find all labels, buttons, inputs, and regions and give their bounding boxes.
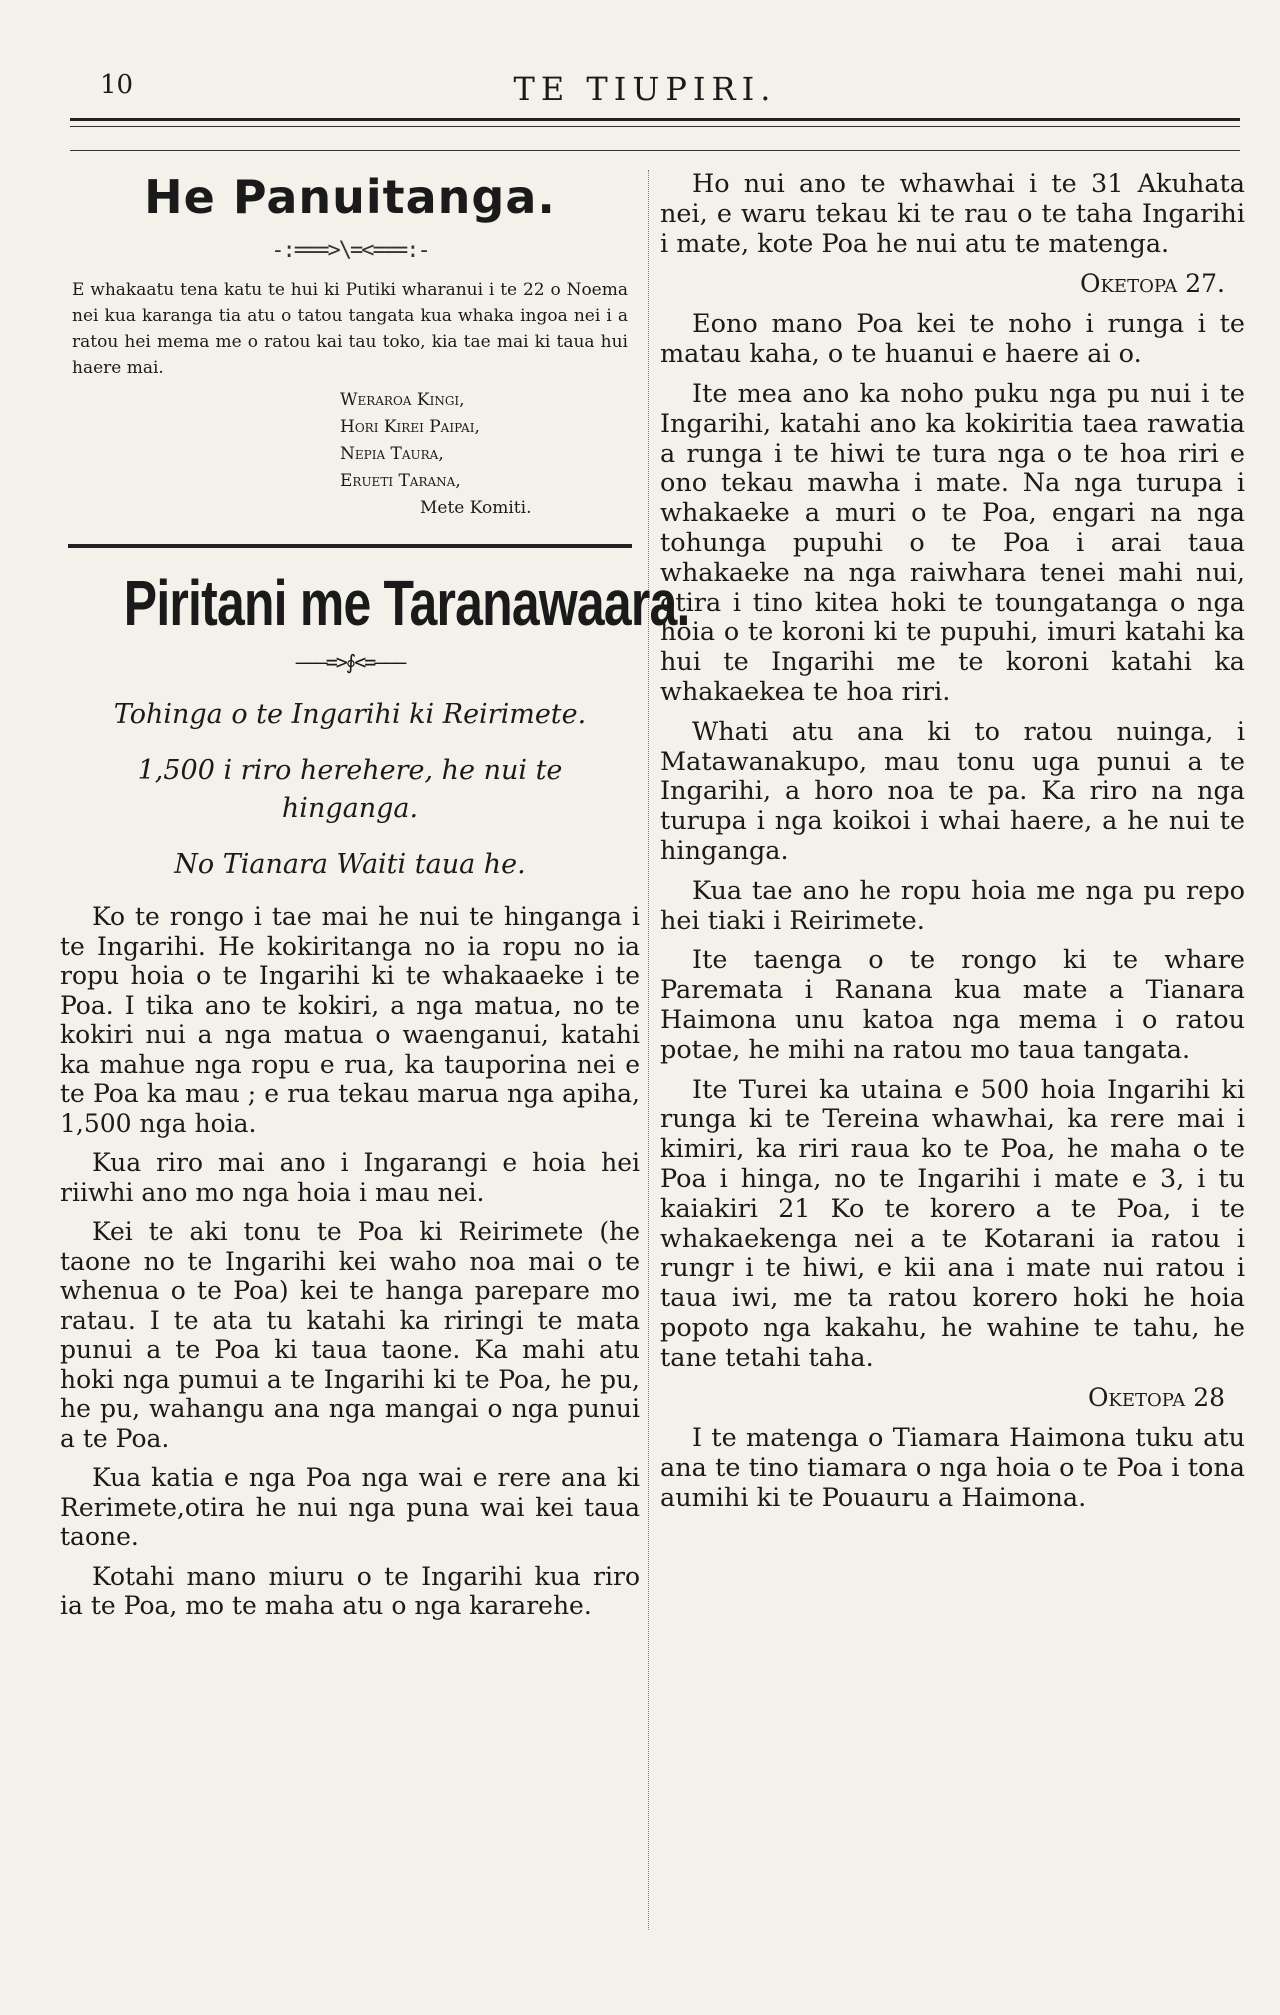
notice-body: E whakaatu tena katu te hui ki Putiki wharanui i te 22 o Noema nei kua karanga tia atu o tatou tangata kua whaka ingoa nei i a ratou hei mema me o ratou kai tau toko, kia tae mai ki taua hui haere mai. — [72, 280, 628, 378]
notice-ornament: -:===>\=<===:- — [271, 238, 429, 263]
article-paragraph: Ite mea ano ka noho puku nga pu nui i te Ingarihi, katahi ano ka kokiritia taea rawatia a runga i te hiwi te tura nga o te hoa riri e ono tekau mawha i mate. Na nga turupa i whakaeke a muri o te Poa, engari na nga tohunga pupuhi o te Poa i arai taua whakaeke na nga raiwhara tenei mahi nui, otira i tino kitea hoki te toungatanga o nga hoia o te koroni ki te pupuhi, imuri katahi ka hui te Ingarihi me te koroni katahi ka whakaekea te hoa riri. — [660, 378, 1245, 707]
page-header — [70, 70, 1220, 130]
notice-title: He Panuitanga. — [144, 170, 556, 224]
signatory: Hori Kirei Paipai, — [340, 417, 480, 437]
dateline: Oketopa 28 — [1087, 1383, 1225, 1413]
article-subhead: No Tianara Waiti taua he. — [174, 849, 526, 880]
article-paragraph: Kua riro mai ano i Ingarangi e hoia hei riiwhi ano mo nga hoia i mau nei. — [60, 1148, 640, 1207]
article-section — [60, 566, 690, 1621]
header-rule-thin — [70, 126, 1240, 127]
signatory: Weraroa Kingi, — [340, 390, 465, 410]
right-column — [660, 170, 1245, 1524]
article-paragraph: Ko te rongo i tae mai he nui te hinganga i te Ingarihi. He kokiritanga no ia ropu no ia ropu hoia o te Ingarihi ki te whakaaeke i te Poa. I tika ano te kokiri, a nga matua, no te kokiri nui a nga matua o waenganui, katahi ka mahue nga ropu e rua, ka tauporina nei e te Poa ka mau ; e rua tekau marua nga apiha, 1,500 nga hoia. — [60, 902, 640, 1138]
header-rule — [70, 118, 1240, 121]
article-paragraph: Ite Turei ka utaina e 500 hoia Ingarihi ki runga ki te Tereina whawhai, ka rere mai i kimiri, ka riri raua ko te Poa, he maha o te Poa i hinga, no te Ingarihi i mate e 3, i tu kaiakiri 21 Ko te korero a te Poa, i te whakaekenga nei a te Kotarani ia ratou i rungr i te hiwi, e kii ana i mate nui ratou i taua iwi, me ta ratou korero hoki he hoia popoto nga kakahu, he wahine te tahu, he tane tetahi taha. — [660, 1074, 1245, 1373]
paper-title: TE TIUPIRI. — [513, 70, 777, 108]
article-paragraph: Ho nui ano te whawhai i te 31 Akuhata nei, e waru tekau ki te rau o te taha Ingarihi i mate, kote Poa he nui atu te matenga. — [660, 169, 1245, 259]
article-paragraph: Kei te aki tonu te Poa ki Reirimete (he taone no te Ingarihi kei waho noa mai o te whenua o te Poa) kei te hanga parepare mo ratau. I te ata tu katahi ka riringi te mata punui a te Poa ki taua taone. Ka mahi atu hoki nga pumui a te Ingarihi ki te Poa, he pu, he pu, wahangu ana nga mangai o nga punui a te Poa. — [60, 1217, 640, 1453]
header-rule-lower — [70, 150, 1240, 151]
notice-signatures — [340, 387, 640, 522]
left-column — [60, 170, 690, 1631]
column-divider — [648, 170, 650, 1930]
article-title: Piritani me Taranawaara. — [123, 567, 690, 639]
dateline: Oketopa 27. — [1079, 269, 1225, 299]
notice-section — [60, 170, 640, 522]
article-paragraph: Kua tae ano he ropu hoia me nga pu repo hei tiaki i Reirimete. — [660, 875, 1245, 936]
page-number: 10 — [100, 70, 134, 100]
article-ornament: ———=>∮<=——— — [295, 650, 405, 674]
article-paragraph: Ite taenga o te rongo ki te whare Paremata i Ranana kua mate a Tianara Haimona unu katoa nga mema i o ratou potae, he mihi na ratou mo taua tangata. — [660, 945, 1245, 1065]
article-subhead: Tohinga o te Ingarihi ki Reirimete. — [113, 699, 587, 730]
article-paragraph: Whati atu ana ki to ratou nuinga, i Matawanakupo, mau tonu uga punui a te Ingarihi, a horo noa te pa. Ka riro na nga turupa i nga koikoi i whai haere, a he nui te hinganga. — [660, 716, 1245, 866]
article-paragraph: I te matenga o Tiamara Haimona tuku atu ana te tino tiamara o nga hoia o te Poa i tona aumihi ki te Pouauru a Haimona. — [660, 1423, 1245, 1514]
article-paragraph: Kotahi mano miuru o te Ingarihi kua riro ia te Poa, mo te maha atu o nga kararehe. — [60, 1561, 640, 1620]
committee-label: Mete Komiti. — [420, 498, 532, 518]
signatory: Erueti Tarana, — [340, 471, 461, 491]
section-separator — [68, 544, 632, 548]
article-paragraph: Kua katia e nga Poa nga wai e rere ana ki Rerimete,otira he nui nga puna wai kei taua taone. — [60, 1463, 640, 1551]
article-paragraph: Eono mano Poa kei te noho i runga i te matau kaha, o te huanui e haere ai o. — [660, 309, 1245, 370]
signatory: Nepia Taura, — [340, 444, 444, 464]
article-subhead: 1,500 i riro herehere, he nui te hinganga. — [137, 755, 563, 824]
